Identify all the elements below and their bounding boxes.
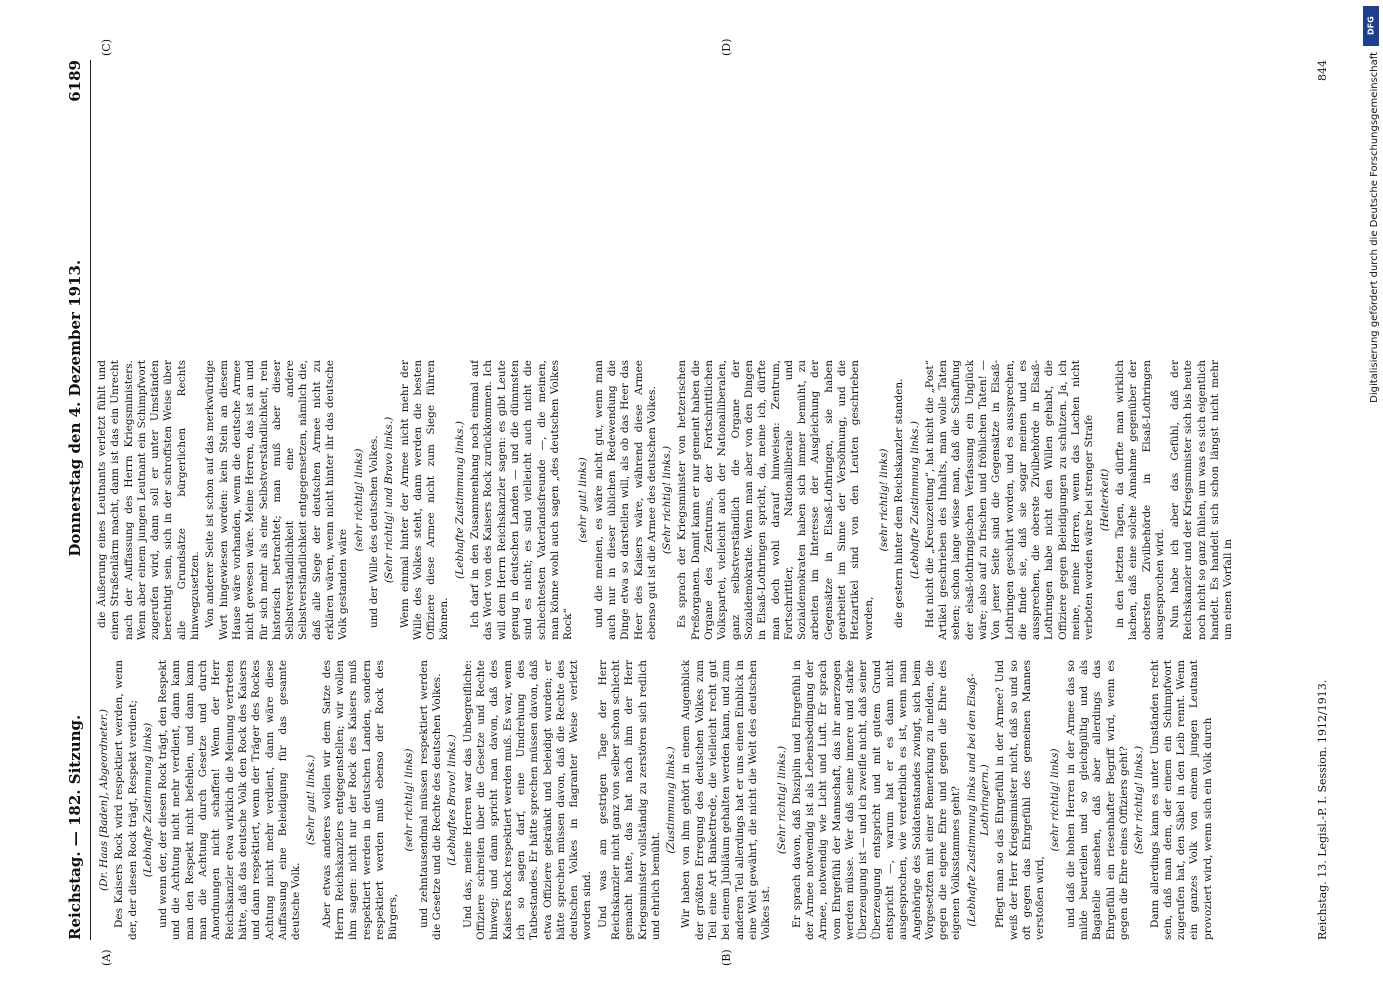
speaker-line: (Dr. Haas [Baden], Abgeordneter.)	[98, 709, 110, 892]
paragraph: (sehr gut! links)	[577, 457, 590, 543]
paragraph: Des Kaisers Rock wird respektiert werden, wenn der, der diesen Rock trägt, Respekt verdient;	[113, 660, 139, 940]
margin-letter-b: (B)	[720, 949, 733, 966]
dfg-logo: DFG	[1363, 6, 1379, 46]
paragraph: die gestern hinter dem Reichskanzler standen.	[893, 378, 906, 628]
paragraph: Dann allerdings kann es unter Umständen recht sein, daß man dem, der einem ein Schimpfwort zugerufen hat, den Säbel in den Leib rennt. Wenn ein ganzes Volk von einem jungen Leutnant provoziert wird, wenn sich ein Volk durch	[1148, 660, 1214, 940]
header-center: Donnerstag den 4. Dezember 1913.	[66, 259, 84, 557]
paragraph: Aber etwas anderes wollen wir dem Satze des Herrn Reichskanzlers entgegenstellen; wir wollen ihm sagen: nicht nur der Rock des Kaisers muß respektiert werden in deutschen Landen, sondern respektiert werden muß ebenso der Rock des Bürgers,	[320, 660, 400, 940]
paragraph: Er sprach davon, daß Disziplin und Ehrgefühl in der Armee notwendig ist als Lebensbedingung der Armee, notwendig wie Licht und Luft. Er sprach vom Ehrgefühl der Mannschaft, das ihr anerzogen werden müsse. Wer daß seine innere und starke Überzeugung ist — und ich zweifle nicht, daß seiner Überzeugung entspricht und mit gutem Grund entspricht —, warum hat er es dann nicht ausgesprochen, wie verderblich es ist, wenn man Angehörige des Soldatenstandes zwingt, sich beim Vorgesetzten mit einer Bemerkung zu melden, die gegen die eigene Ehre und gegen die Ehre des eigenen Volksstammes geht?	[790, 660, 963, 940]
paragraph: (Lebhafte Zustimmung links und bei den Elsaß-Lothringern.)	[965, 673, 991, 927]
paragraph: (Sehr richtig! links.)	[1133, 745, 1146, 855]
paragraph: Pflegt man so das Ehrgefühl in der Armee? Und weiß der Herr Kriegsminister nicht, daß so und so oft gegen das Ehrgefühl des gemeinen Mannes verstoßen wird,	[994, 660, 1047, 940]
paragraph: (Sehr gut! links.)	[305, 754, 318, 846]
text-column-left	[96, 660, 1301, 940]
digitization-note: Digitalisierung gefördert durch die Deutsche Forschungsgemeinschaft	[1369, 52, 1380, 403]
paragraph: und wenn der, der diesen Rock trägt, den Respekt und die Achtung nicht mehr verdient, dann kann man den Respekt nicht befehlen, und dann kann man die Achtung durch Gesetze und durch Anordnungen nicht schaffen! Wenn der Herr Reichskanzler etwa wirklich die Meinung vertreten hätte, daß das deutsche Volk den Rock des Kaisers und dann respektiert, wenn der Träger des Rockes Achtung nicht mehr verdient, dann wäre diese Auffassung eine Beleidigung für das gesamte deutsche Volk.	[157, 660, 303, 940]
paragraph: (sehr richtig! links)	[1049, 748, 1062, 852]
paragraph: Wir haben von ihm gehört in einem Augenblick der größten Erregung des deutschen Volkes zum Teil eine Art Bankettrede, die vielleicht recht gut bei einem Jubiläum gehalten werden kann, und zum anderen Teil allerdings hat er uns einen Einblick in eine Welt gewährt, die nicht die Welt des deutschen Volkes ist.	[680, 660, 773, 940]
paragraph: (Lebhafte Zustimmung links.)	[453, 421, 466, 579]
paragraph: (Lebhafte Zustimmung links.)	[908, 421, 921, 579]
paragraph: (Sehr richtig! links.)	[775, 745, 788, 855]
paragraph: und daß die hohen Herren in der Armee das so milde beurteilen und so gleichgültig und als Bagatelle ansehen, daß aber allerdings das Ehrgefühl ein riesenhafter Begriff wird, wenn es gegen die Ehre eines Offiziers geht?	[1064, 660, 1130, 940]
paragraph: Und das, meine Herren war das Unbegreifliche: Offiziere schreiten über die Gesetze und Rechte hinweg; und dann spricht man davon, daß des Kaisers Rock respektiert werden muß. Es war, wenn ich so sagen darf, eine Umdrehung des Tatbestandes. Er hätte sprechen müssen davon, daß etwa Offiziere gekränkt und beleidigt wurden; er hätte sprechen müssen davon, daß die Rechte des deutschen Volkes in flagranter Weise verletzt worden sind.	[461, 660, 594, 940]
paragraph: (sehr richtig! links)	[352, 448, 365, 552]
paragraph: Nun habe ich aber das Gefühl, daß der Reichskanzler und der Kriegsminister sich bis heute noch nicht so ganz fühlen, um was es sich eigentlich handelt. Es handelt sich schon längst nicht mehr um einen Vorfall in	[1169, 360, 1235, 640]
footer-left: Reichstag. 13. Legisl.-P. I. Session. 1912/1913.	[1315, 679, 1329, 940]
margin-letter-a: (A)	[100, 949, 113, 966]
paragraph: (sehr richtig! links)	[877, 448, 890, 552]
paragraph: Ich darf in den Zusammenhang noch einmal auf das Wort von des Kaisers Rock zurückkommen. Ich will dem Herrn Reichskanzler sagen: es gibt Leute genug in deutschen Landen — und die dümmsten sind es nicht; es sind vielleicht auch nicht die schlechtesten Vaterlandsfreunde —, die meinen, man könne wohl auch sagen „des deutschen Volkes Rock“	[469, 360, 575, 640]
paragraph: Es sprach der Kriegsminister von hetzerischen Preßorganen. Damit kann er nur gemeint haben die Organe des Zentrums, der Fortschrittlichen Volkspartei, vielleicht auch der Nationalliberalen, ganz selbstverständlich die Organe der Sozialdemokratie. Wenn man aber von den Dingen in Elsaß-Lothringen spricht, da, meine ich, dürfte man doch wohl darauf hinweisen: Zentrum, Fortschrittler, Nationalliberale und Sozialdemokraten haben sich immer bemüht, zu arbeiten im Interesse der Ausgleichung der Gegensätze in Elsaß-Lothringen, sie haben gearbeitet im Sinne der Versöhnung, und die Hetzartikel sind von den Leuten geschrieben worden,	[676, 360, 875, 640]
paragraph: (Lebhaftes Bravo! links.)	[446, 734, 459, 866]
paragraph: und der Wille des deutschen Volkes.	[367, 435, 380, 628]
paragraph: (Heiterkeit)	[1098, 468, 1111, 532]
paragraph: (Sehr richtig! links.)	[661, 445, 674, 555]
text-column-middle	[96, 360, 1301, 640]
paragraph: (sehr richtig! links)	[402, 748, 415, 852]
text-column-right	[96, 60, 1301, 340]
paragraph: Hat nicht die „Kreuzzeitung“, hat nicht die „Post“ Artikel geschrieben des Inhalts, man wolle Taten sehen; schon lange wisse man, daß die Schaffung der elsaß-lothringischen Verfassung ein Unglück wäre; also auf zu frischen und fröhlichen Taten! — Von jener Seite sind die Gegensätze in Elsaß-Lothringen geschürt worden, und es aussprechen, die finde sie, daß sie sogar meinen und es aussprechen, die oberste Zivilbehörde in Elsaß-Lothringen habe nicht den Willen gehabt, die Offiziere gegen Beleidigungen zu schützen. Ja, ich meine, meine Herren, wenn das Lachen nicht verboten worden wäre bei strenger Strafe	[923, 360, 1096, 640]
header-page-number: 6189	[66, 60, 84, 102]
paragraph: Und was am gestrigen Tage der Herr Reichskanzler nicht ganz von selber schon schlecht gemacht hatte, das hat nach ihm der Herr Kriegsminister vollständig zu zerstören sich redlich und ehrlich bemüht.	[596, 660, 662, 940]
margin-letter-d: (D)	[720, 38, 733, 56]
footer-sheet-number: 844	[1315, 60, 1329, 81]
paragraph: (Lebhafte Zustimmung links)	[141, 722, 154, 878]
paragraph: Wenn einmal hinter der Armee nicht mehr der Wille des Volkes steht, dann werden die besten Offiziere diese Armee nicht zum Siege führen können.	[398, 360, 451, 640]
digitization-sidebar	[1361, 0, 1383, 1000]
margin-letter-c: (C)	[100, 39, 113, 56]
header-left: Reichstag. — 182. Sitzung.	[66, 714, 84, 940]
paragraph: die Äußerung eines Leutnants verletzt fühlt und einen Straßenlärm macht, dann ist das ein Unrecht nach der Auffassung des Herrn Kriegsministers. Wenn aber einem jungen Leutnant ein Schimpfwort zugerufen wird, dann soll er unter Umständen berechtigt sein, sich in der schroffsten Weise über alle Grundsätze bürgerlichen Rechts hinwegzusetzen.	[96, 360, 202, 640]
paragraph: Von anderer Seite ist schon auf das merkwürdige Wort hingewiesen worden: kein Stein an diesem Hause wäre vorhanden, wenn die deutsche Armee nicht gewesen wäre. Meine Herren, das ist an und für sich mehr als eine Selbstverständlichkeit, rein historisch betrachtet; man muß aber dieser Selbstverständlichkeit eine andere Selbstverständlichkeit entgegensetzen, nämlich die, daß alle Siege der deutschen Armee nicht zu erklären wären, wenn nicht hinter ihr das deutsche Volk gestanden wäre	[204, 360, 350, 640]
paragraph: in den letzten Tagen, da dürfte man wirklich lachen, daß eine solche Annahme gegenüber der obersten Zivilbehörde in Elsaß-Lothringen ausgesprochen wird.	[1113, 360, 1166, 640]
paragraph: (Zustimmung links.)	[665, 746, 678, 854]
paragraph: (Sehr richtig! und Bravo links.)	[383, 416, 396, 584]
page-footer	[1310, 60, 1334, 940]
page-header	[60, 60, 91, 940]
paragraph: und zehntausendmal müssen respektiert werden die Gesetze und die Rechte des deutschen Volkes.	[417, 660, 444, 940]
rotated-page-content	[60, 38, 1370, 966]
paragraph: und die meinen, es wäre nicht gut, wenn man auch nur in dieser üblichen Redewendung die Dinge etwa so darstellen will, als ob das Heer das Heer des Kaisers wäre, während diese Armee ebenso gut ist die Armee des deutschen Volkes.	[592, 360, 658, 640]
